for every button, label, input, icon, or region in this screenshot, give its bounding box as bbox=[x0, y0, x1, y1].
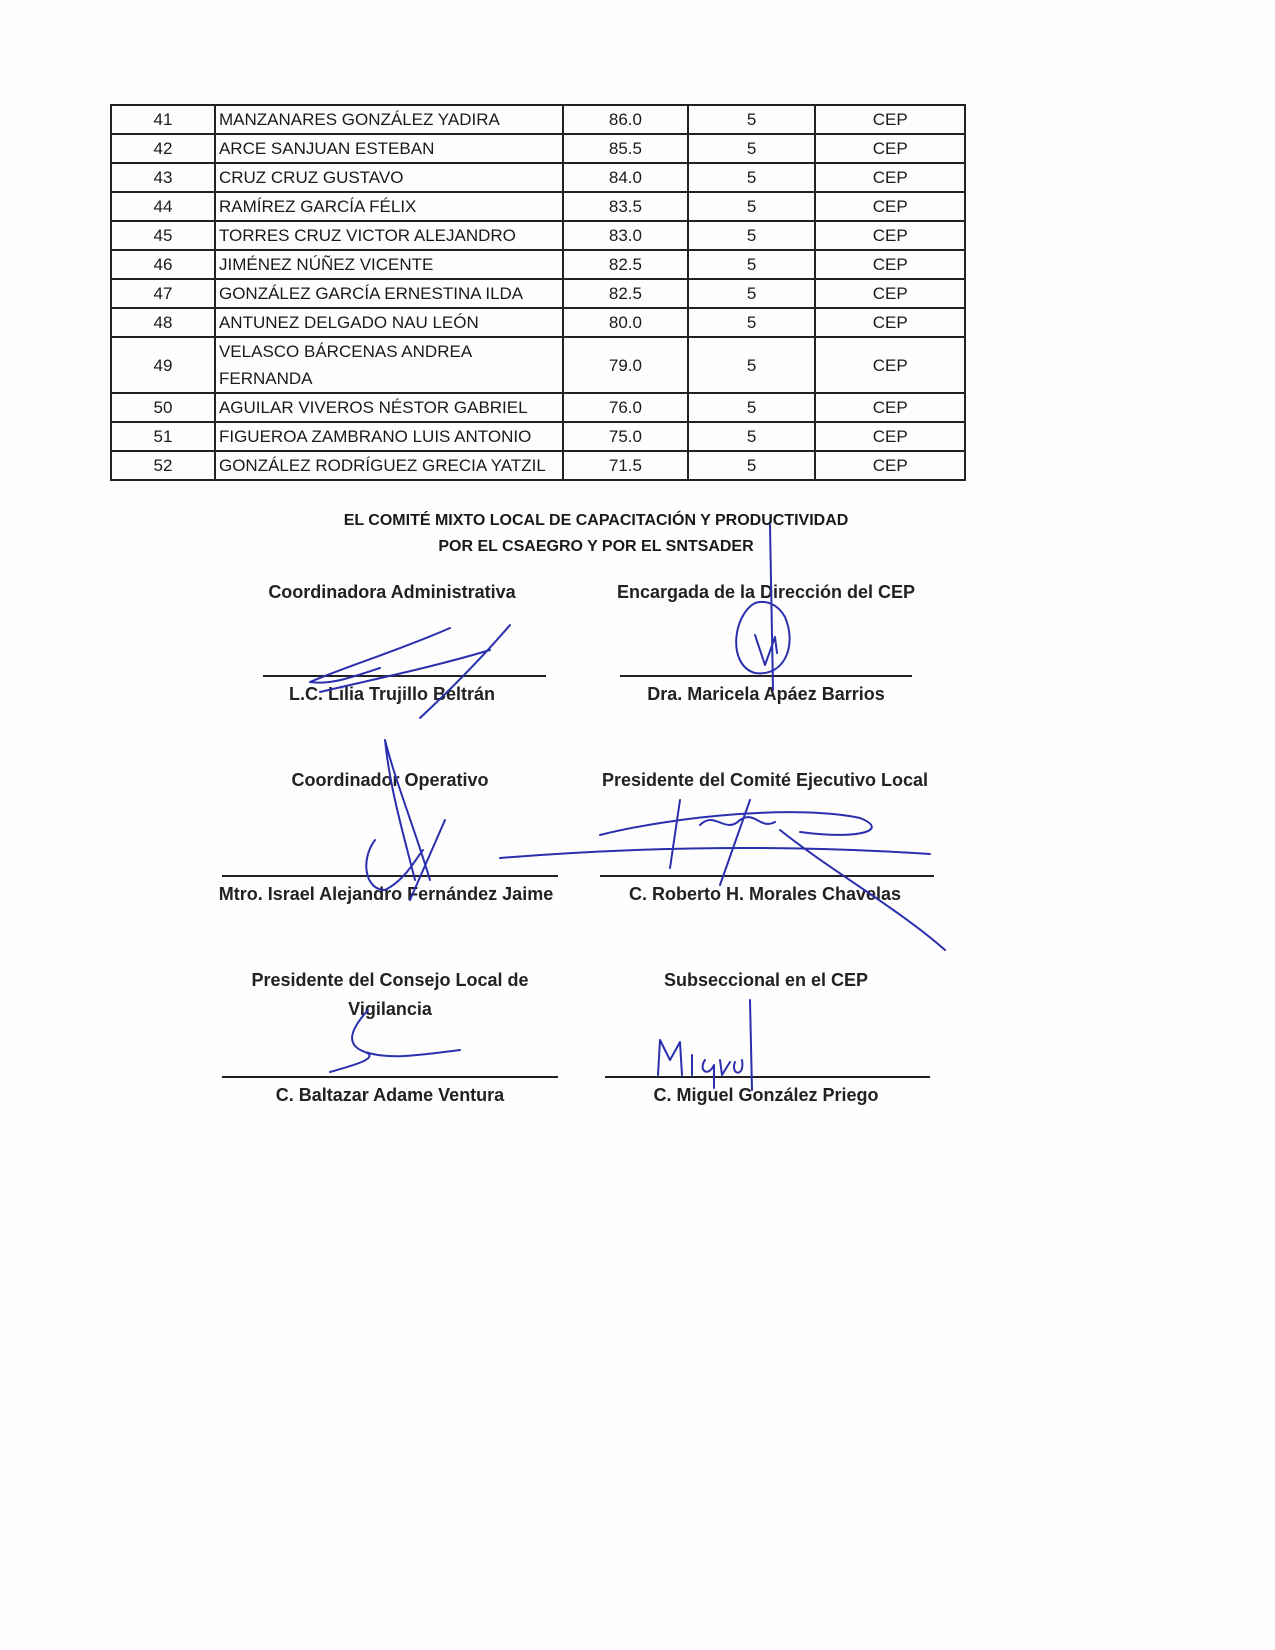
row-number-cell: 45 bbox=[111, 221, 215, 250]
score-cell: 80.0 bbox=[563, 308, 688, 337]
signatory-role-coordinador-operativo: Coordinador Operativo bbox=[291, 770, 489, 790]
signatory-role-direccion-cep: Encargada de la Dirección del CEP bbox=[616, 582, 916, 602]
signatory-role-subseccional: Subseccional en el CEP bbox=[663, 970, 869, 990]
signatory-role-presidente-consejo-vigilancia bbox=[220, 966, 560, 1024]
location-cell: CEP bbox=[815, 308, 965, 337]
table-row bbox=[111, 250, 965, 279]
table-row bbox=[111, 422, 965, 451]
location-cell: CEP bbox=[815, 221, 965, 250]
location-cell: CEP bbox=[815, 192, 965, 221]
score-cell: 82.5 bbox=[563, 279, 688, 308]
signature-trujillo bbox=[290, 620, 550, 720]
signatory-name-morales: C. Roberto H. Morales Chavelas bbox=[628, 884, 902, 904]
row-number-cell: 49 bbox=[111, 337, 215, 393]
location-cell: CEP bbox=[815, 393, 965, 422]
signatory-name-adame: C. Baltazar Adame Ventura bbox=[275, 1085, 505, 1105]
signatory-name-gonzalez: C. Miguel González Priego bbox=[653, 1085, 879, 1105]
participant-name-cell: RAMÍREZ GARCÍA FÉLIX bbox=[215, 192, 563, 221]
score-cell: 82.5 bbox=[563, 250, 688, 279]
category-cell: 5 bbox=[688, 221, 816, 250]
committee-subtitle: POR EL CSAEGRO Y POR EL SNTSADER bbox=[438, 538, 754, 555]
role-line-2: Vigilancia bbox=[348, 999, 432, 1019]
signature-line bbox=[222, 1076, 558, 1078]
row-number-cell: 42 bbox=[111, 134, 215, 163]
table-row bbox=[111, 451, 965, 480]
participant-name-cell: AGUILAR VIVEROS NÉSTOR GABRIEL bbox=[215, 393, 563, 422]
score-cell: 83.0 bbox=[563, 221, 688, 250]
location-cell: CEP bbox=[815, 134, 965, 163]
table-row bbox=[111, 337, 965, 393]
row-number-cell: 50 bbox=[111, 393, 215, 422]
table-row bbox=[111, 308, 965, 337]
table-row bbox=[111, 163, 965, 192]
score-cell: 86.0 bbox=[563, 105, 688, 134]
signatory-name-apaez: Dra. Maricela Apáez Barrios bbox=[647, 684, 885, 704]
row-number-cell: 47 bbox=[111, 279, 215, 308]
results-table bbox=[110, 104, 966, 481]
category-cell: 5 bbox=[688, 393, 816, 422]
signatory-name-trujillo: L.C. Lilia Trujillo Beltrán bbox=[288, 684, 496, 704]
category-cell: 5 bbox=[688, 192, 816, 221]
row-number-cell: 41 bbox=[111, 105, 215, 134]
participant-name-cell: JIMÉNEZ NÚÑEZ VICENTE bbox=[215, 250, 563, 279]
row-number-cell: 44 bbox=[111, 192, 215, 221]
category-cell: 5 bbox=[688, 422, 816, 451]
row-number-cell: 52 bbox=[111, 451, 215, 480]
score-cell: 83.5 bbox=[563, 192, 688, 221]
category-cell: 5 bbox=[688, 105, 816, 134]
participant-name-cell: ARCE SANJUAN ESTEBAN bbox=[215, 134, 563, 163]
committee-title: EL COMITÉ MIXTO LOCAL DE CAPACITACIÓN Y PRODUCTIVIDAD bbox=[343, 512, 849, 529]
category-cell: 5 bbox=[688, 308, 816, 337]
row-number-cell: 43 bbox=[111, 163, 215, 192]
location-cell: CEP bbox=[815, 105, 965, 134]
location-cell: CEP bbox=[815, 337, 965, 393]
location-cell: CEP bbox=[815, 163, 965, 192]
table-row bbox=[111, 221, 965, 250]
category-cell: 5 bbox=[688, 134, 816, 163]
signatory-name-fernandez: Mtro. Israel Alejandro Fernández Jaime bbox=[218, 884, 554, 904]
category-cell: 5 bbox=[688, 337, 816, 393]
row-number-cell: 46 bbox=[111, 250, 215, 279]
score-cell: 75.0 bbox=[563, 422, 688, 451]
table-row bbox=[111, 279, 965, 308]
table-row bbox=[111, 393, 965, 422]
participant-name-cell: TORRES CRUZ VICTOR ALEJANDRO bbox=[215, 221, 563, 250]
score-cell: 71.5 bbox=[563, 451, 688, 480]
signature-line bbox=[605, 1076, 930, 1078]
table-row bbox=[111, 134, 965, 163]
participant-name-cell: MANZANARES GONZÁLEZ YADIRA bbox=[215, 105, 563, 134]
signature-line bbox=[600, 875, 934, 877]
score-cell: 85.5 bbox=[563, 134, 688, 163]
signatory-role-presidente-comite-ejecutivo: Presidente del Comité Ejecutivo Local bbox=[601, 770, 929, 790]
location-cell: CEP bbox=[815, 451, 965, 480]
category-cell: 5 bbox=[688, 279, 816, 308]
score-cell: 84.0 bbox=[563, 163, 688, 192]
score-cell: 76.0 bbox=[563, 393, 688, 422]
participant-name-cell: ANTUNEZ DELGADO NAU LEÓN bbox=[215, 308, 563, 337]
row-number-cell: 51 bbox=[111, 422, 215, 451]
category-cell: 5 bbox=[688, 451, 816, 480]
signatory-role-coordinadora-administrativa: Coordinadora Administrativa bbox=[268, 582, 516, 602]
category-cell: 5 bbox=[688, 250, 816, 279]
score-cell: 79.0 bbox=[563, 337, 688, 393]
role-line-1: Presidente del Consejo Local de bbox=[251, 970, 529, 990]
category-cell: 5 bbox=[688, 163, 816, 192]
table-row bbox=[111, 192, 965, 221]
table-row bbox=[111, 105, 965, 134]
participant-name-cell: VELASCO BÁRCENAS ANDREA FERNANDA bbox=[215, 337, 563, 393]
location-cell: CEP bbox=[815, 279, 965, 308]
signature-line bbox=[263, 675, 546, 677]
participant-name-cell: GONZÁLEZ RODRÍGUEZ GRECIA YATZIL bbox=[215, 451, 563, 480]
row-number-cell: 48 bbox=[111, 308, 215, 337]
participant-name-cell: GONZÁLEZ GARCÍA ERNESTINA ILDA bbox=[215, 279, 563, 308]
location-cell: CEP bbox=[815, 422, 965, 451]
signature-morales bbox=[500, 780, 950, 950]
signature-line bbox=[620, 675, 912, 677]
participant-name-cell: CRUZ CRUZ GUSTAVO bbox=[215, 163, 563, 192]
participant-name-cell: FIGUEROA ZAMBRANO LUIS ANTONIO bbox=[215, 422, 563, 451]
signature-line bbox=[222, 875, 558, 877]
location-cell: CEP bbox=[815, 250, 965, 279]
